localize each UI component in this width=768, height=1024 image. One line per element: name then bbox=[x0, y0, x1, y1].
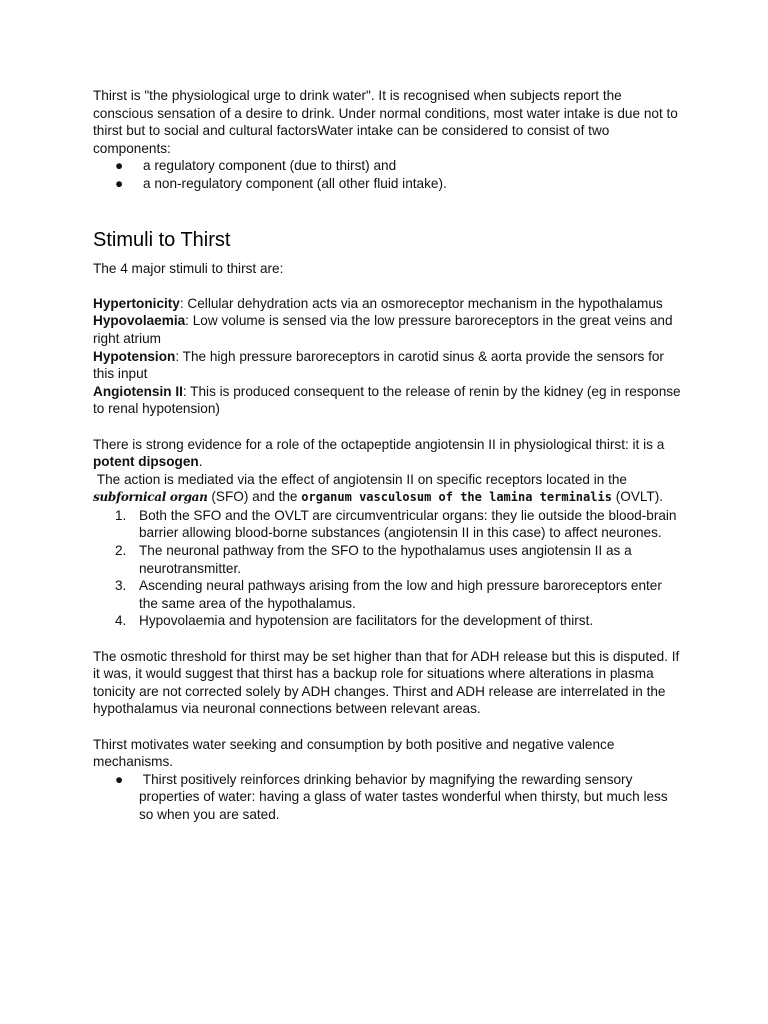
stimulus-hypertonicity: Hypertonicity: Cellular dehydration acts via an osmoreceptor mechanism in the hypothalamus bbox=[93, 295, 663, 311]
list-item: 1. Both the SFO and the OVLT are circumventricular organs: they lie outside the blood-brain barrier allowing blood-borne substances (angiotensin II in this case) to affect neurones. bbox=[115, 507, 677, 541]
receptor-paragraph: The action is mediated via the effect of angiotensin II on specific receptors located in the subfornical organ (SFO) and the organum vasculosum of the lamina terminalis (OVLT). bbox=[93, 471, 664, 505]
bullet-icon: ● bbox=[115, 771, 124, 787]
ovlt-term: organum vasculosum of the lamina terminalis bbox=[301, 490, 612, 505]
intro-bullet-list bbox=[93, 157, 683, 192]
angiotensin-paragraph: There is strong evidence for a role of the octapeptide angiotensin II in physiological thirst: it is a potent dipsogen. bbox=[93, 436, 665, 470]
numbered-list bbox=[93, 507, 683, 630]
motivation-bullet-list bbox=[93, 771, 683, 824]
spacer bbox=[93, 718, 683, 736]
stimulus-hypotension: Hypotension: The high pressure baroreceptors in carotid sinus & aorta provide the sensors for this input bbox=[93, 348, 664, 382]
sfo-term: subfornical organ bbox=[93, 490, 208, 505]
stimuli-lead: The 4 major stimuli to thirst are: bbox=[93, 260, 284, 276]
stimulus-hypovolaemia: Hypovolaemia: Low volume is sensed via the low pressure baroreceptors in the great veins and right atrium bbox=[93, 313, 673, 346]
list-item: ● a non-regulatory component (all other fluid intake). bbox=[115, 175, 447, 191]
bullet-icon: ● bbox=[115, 175, 124, 191]
list-item: ● Thirst positively reinforces drinking behavior by magnifying the rewarding sensory properties of water: having a glass of water tastes wonderful when thirsty, but much less so when you are sated. bbox=[115, 771, 672, 822]
spacer bbox=[93, 630, 683, 648]
list-item: 4. Hypovolaemia and hypotension are facilitators for the development of thirst. bbox=[115, 613, 594, 629]
stimulus-angiotensin: Angiotensin II: This is produced consequent to the release of renin by the kidney (eg in response to renal hypotension) bbox=[93, 383, 681, 417]
section-heading: Stimuli to Thirst bbox=[93, 228, 231, 251]
list-item: 2. The neuronal pathway from the SFO to the hypothalamus uses angiotensin II as a neurotransmitter. bbox=[115, 543, 632, 576]
bullet-icon: ● bbox=[115, 158, 124, 174]
list-item: ● a regulatory component (due to thirst) and bbox=[115, 158, 397, 174]
osmotic-paragraph: The osmotic threshold for thirst may be set higher than that for ADH release but this is disputed. If it was, it would suggest that thirst has a backup role for situations where alterations in plasma tonicity are not corrected solely by ADH changes. Thirst and ADH release are interrelated in the hypothalamus via neuronal connections between relevant areas. bbox=[93, 648, 680, 717]
spacer bbox=[93, 277, 683, 295]
document-body bbox=[93, 87, 683, 824]
spacer bbox=[93, 418, 683, 436]
list-item: 3. Ascending neural pathways arising from the low and high pressure baroreceptors enter the same area of the hypothalamus. bbox=[115, 578, 662, 611]
intro-paragraph: Thirst is "the physiological urge to drink water". It is recognised when subjects report the conscious sensation of a desire to drink. Under normal conditions, most water intake is due not to thirst but to social and cultural factorsWater intake can be considered to consist of two components: bbox=[93, 88, 678, 156]
section-heading-wrap bbox=[93, 228, 683, 252]
motivation-paragraph: Thirst motivates water seeking and consumption by both positive and negative valence mechanisms. bbox=[93, 736, 615, 770]
